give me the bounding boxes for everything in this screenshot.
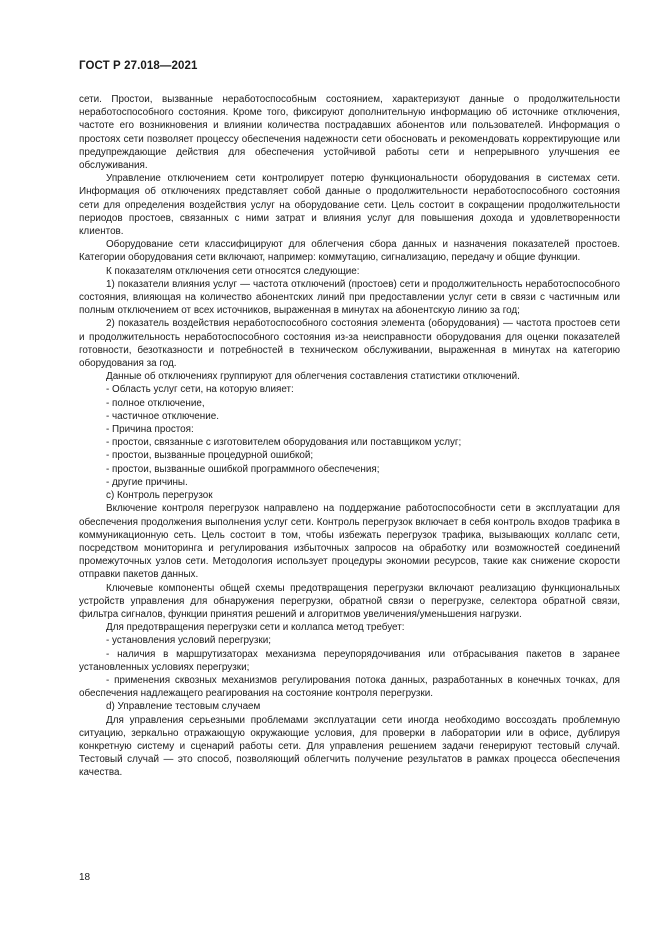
paragraph: Управление отключением сети контролирует потерю функциональности оборудования в системах сети. Информация об отключениях представляет собой данные о продолжительности неработоспособного состояния сети для определения воздействия услуг на оборудование сети. Цель состоит в сокращении продолжительности периодов простоев, связанных с ними затрат и влияния услуг для повышения дохода и удовлетворенности клиентов. bbox=[79, 173, 620, 238]
paragraph: Данные об отключениях группируют для облегчения составления статистики отключений. bbox=[106, 371, 520, 383]
list-subitem: - полное отключение, bbox=[106, 397, 205, 409]
list-item: - Причина простоя: bbox=[106, 424, 194, 436]
paragraph: Для управления серьезными проблемами эксплуатации сети иногда необходимо воссоздать проблемную ситуацию, зеркально отражающую окружающие условия, для проверки в лаборатории или в офисе, дублируя конкретную систему и сценарий работы сети. Для управления решением задачи генерируют тестовый случай. Тестовый случай — это способ, позволяющий облегчить получение результатов в рамках процесса обеспечения качества. bbox=[79, 714, 620, 779]
paragraph: Ключевые компоненты общей схемы предотвращения перегрузки включают реализацию функциональных устройств управления для обнаружения перегрузки, обратной связи о перегрузке, селектора обратной связи, фильтра сигналов, функции принятия решений и алгоритмов увеличения/уменьшения нагрузки. bbox=[79, 582, 620, 620]
paragraph: Включение контроля перегрузок направлено на поддержание работоспособности сети в эксплуатации для обеспечения продолжения выполнения услуг сети. Контроль перегрузок включает в себя контроль входов трафика в коммуникационную сеть. Цель состоит в том, чтобы избежать перегрузок трафика, вызывающих коллапс сети, посредством мониторинга и регулирования избыточных запросов на обработку или возможностей соединений промежуточных узлов сети. Методология использует процедуры экономии ресурсов, такие как снижение скорости отправки пакетов данных. bbox=[79, 503, 620, 581]
document-header: ГОСТ Р 27.018—2021 bbox=[79, 60, 198, 72]
paragraph: сети. Простои, вызванные неработоспособным состоянием, характеризуют данные о продолжительности неработоспособного состояния. Кроме того, фиксируют дополнительную информацию об источнике отключения, частоте его возникновения и влиянии количества пострадавших абонентов или пользователей. Информация о простоях сети позволяет процессу обеспечения надежности сети обосновать и рекомендовать корректирующие или предупреждающие действия для обеспечения устойчивой работы сети и непрерывного улучшения ее обслуживания. bbox=[79, 94, 620, 172]
list-item: 1) показатели влияния услуг — частота отключений (простоев) сети и продолжительность неработоспособного состояния, влияющая на количество абонентских линий при предоставлении услуг сети в связи с частичным или полным отключением от всех источников, выраженная в минутах на абонентскую линию за год; bbox=[79, 278, 620, 317]
list-item: - Область услуг сети, на которую влияет: bbox=[106, 384, 294, 396]
document-body bbox=[79, 93, 620, 780]
section-heading: d) Управление тестовым случаем bbox=[106, 701, 261, 713]
paragraph: К показателям отключения сети относятся следующие: bbox=[106, 265, 360, 277]
list-subitem: - простои, вызванные процедурной ошибкой; bbox=[106, 450, 314, 462]
list-item: - наличия в маршрутизаторах механизма переупорядочивания или отбрасывания пакетов в заранее установленных условиях перегрузки; bbox=[79, 648, 620, 673]
list-subitem: - другие причины. bbox=[106, 476, 188, 488]
paragraph: Оборудование сети классифицируют для облегчения сбора данных и назначения показателей простоев. Категории оборудования сети включают, например: коммутацию, сигнализацию, передачу и общие функции. bbox=[79, 239, 620, 264]
list-subitem: - частичное отключение. bbox=[106, 410, 219, 422]
page-number: 18 bbox=[79, 872, 91, 883]
list-subitem: - простои, связанные с изготовителем оборудования или поставщиком услуг; bbox=[106, 437, 462, 449]
list-item: - установления условий перегрузки; bbox=[106, 635, 271, 647]
list-subitem: - простои, вызванные ошибкой программного обеспечения; bbox=[106, 463, 380, 475]
list-item: 2) показатель воздействия неработоспособного состояния элемента (оборудования) — частота простоев сети и продолжительность неработоспособного состояния из-за неисправности оборудования для оценки показателей готовности, безотказности и потребностей в техническом обслуживании, выраженная в минутах на категорию оборудования за год. bbox=[79, 318, 620, 370]
list-item: - применения сквозных механизмов регулирования потока данных, разработанных в конечных точках, для обеспечения надлежащего реагирования на состояние контроля перегрузки. bbox=[79, 674, 620, 700]
paragraph: Для предотвращения перегрузки сети и коллапса метод требует: bbox=[106, 622, 405, 634]
section-heading: c) Контроль перегрузок bbox=[106, 490, 213, 502]
